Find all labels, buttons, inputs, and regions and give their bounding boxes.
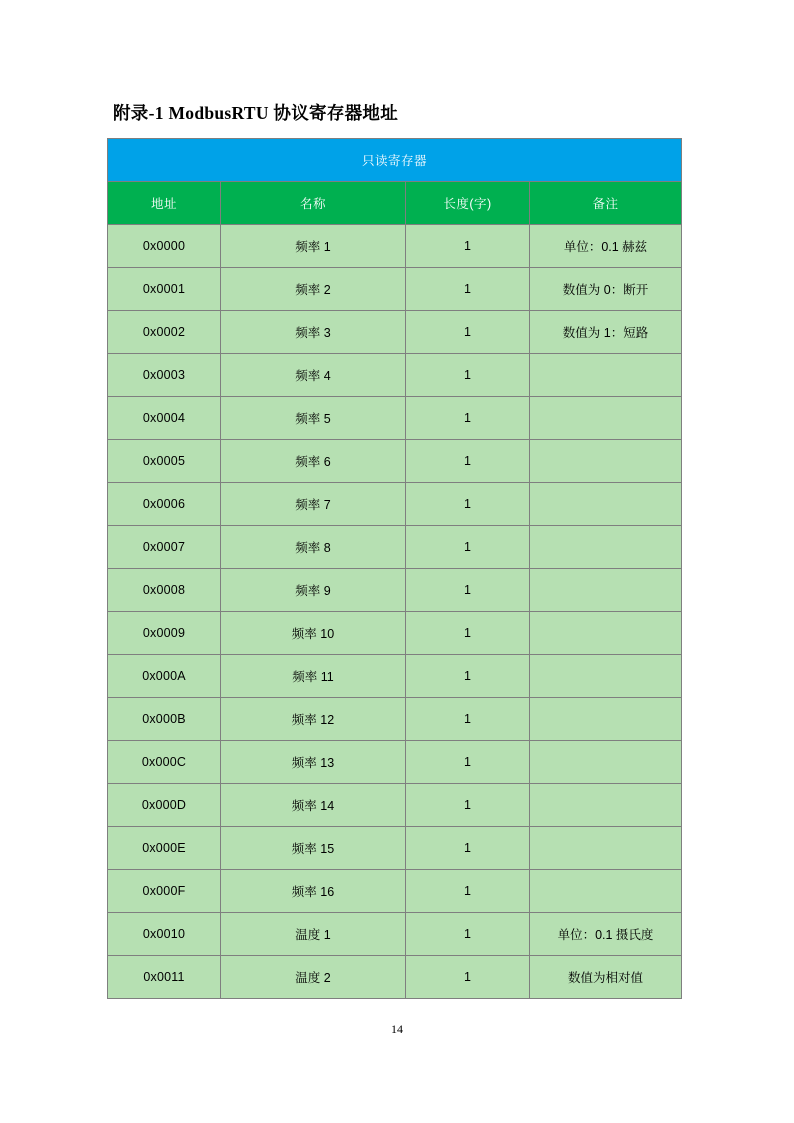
cell-address: 0x0000 [108,225,221,268]
table-row [108,698,682,741]
page-number: 14 [391,1022,403,1036]
cell-length: 1 [406,827,530,870]
table-row [108,827,682,870]
cell-address: 0x000D [108,784,221,827]
table-row [108,225,682,268]
table-banner-cell: 只读寄存器 [108,139,682,182]
cell-address: 0x000B [108,698,221,741]
cell-address: 0x0002 [108,311,221,354]
cell-address: 0x000F [108,870,221,913]
cell-name: 频率 15 [221,827,406,870]
cell-length: 1 [406,956,530,999]
column-header-name: 名称 [221,182,406,225]
table-row [108,784,682,827]
cell-note [530,397,682,440]
cell-length: 1 [406,440,530,483]
table-header-row [108,182,682,225]
page-title: 附录-1 ModbusRTU 协议寄存器地址 [113,103,399,123]
cell-address: 0x0010 [108,913,221,956]
cell-note [530,569,682,612]
cell-name: 频率 9 [221,569,406,612]
cell-length: 1 [406,655,530,698]
cell-length: 1 [406,526,530,569]
cell-name: 频率 2 [221,268,406,311]
cell-name: 频率 7 [221,483,406,526]
cell-name: 频率 6 [221,440,406,483]
cell-address: 0x000C [108,741,221,784]
table-row [108,354,682,397]
cell-address: 0x000A [108,655,221,698]
cell-address: 0x0003 [108,354,221,397]
cell-length: 1 [406,870,530,913]
cell-name: 频率 11 [221,655,406,698]
cell-length: 1 [406,698,530,741]
cell-name: 频率 4 [221,354,406,397]
cell-address: 0x0006 [108,483,221,526]
cell-note [530,354,682,397]
cell-name: 频率 16 [221,870,406,913]
table-row [108,913,682,956]
cell-name: 频率 3 [221,311,406,354]
cell-note: 数值为 0：断开 [530,268,682,311]
table-row [108,870,682,913]
table-row [108,569,682,612]
cell-note [530,698,682,741]
cell-length: 1 [406,612,530,655]
cell-length: 1 [406,913,530,956]
column-header-note: 备注 [530,182,682,225]
cell-address: 0x0011 [108,956,221,999]
column-header-address: 地址 [108,182,221,225]
cell-length: 1 [406,311,530,354]
cell-name: 频率 5 [221,397,406,440]
cell-note: 单位：0.1 摄氏度 [530,913,682,956]
cell-length: 1 [406,483,530,526]
table-row [108,268,682,311]
table-row [108,311,682,354]
table-banner-row [108,139,682,182]
table-row [108,655,682,698]
table-body [108,139,682,999]
cell-note [530,741,682,784]
cell-address: 0x000E [108,827,221,870]
cell-name: 频率 8 [221,526,406,569]
table-row [108,526,682,569]
cell-length: 1 [406,741,530,784]
cell-note [530,827,682,870]
cell-name: 频率 14 [221,784,406,827]
cell-address: 0x0009 [108,612,221,655]
cell-length: 1 [406,397,530,440]
table-row [108,483,682,526]
cell-note: 数值为 1：短路 [530,311,682,354]
register-address-table [107,138,682,999]
cell-note [530,612,682,655]
cell-note [530,870,682,913]
cell-note: 单位：0.1 赫兹 [530,225,682,268]
cell-note [530,655,682,698]
cell-name: 频率 1 [221,225,406,268]
cell-note: 数值为相对值 [530,956,682,999]
cell-name: 频率 10 [221,612,406,655]
cell-note [530,784,682,827]
table-row [108,612,682,655]
cell-length: 1 [406,268,530,311]
cell-note [530,440,682,483]
cell-name: 温度 1 [221,913,406,956]
cell-address: 0x0008 [108,569,221,612]
table-row [108,741,682,784]
cell-name: 频率 12 [221,698,406,741]
cell-note [530,526,682,569]
table-row [108,956,682,999]
cell-address: 0x0005 [108,440,221,483]
cell-note [530,483,682,526]
cell-address: 0x0004 [108,397,221,440]
cell-length: 1 [406,354,530,397]
cell-name: 温度 2 [221,956,406,999]
column-header-length: 长度(字) [406,182,530,225]
cell-address: 0x0007 [108,526,221,569]
cell-length: 1 [406,569,530,612]
table-row [108,397,682,440]
cell-name: 频率 13 [221,741,406,784]
cell-length: 1 [406,784,530,827]
cell-length: 1 [406,225,530,268]
table-row [108,440,682,483]
cell-address: 0x0001 [108,268,221,311]
